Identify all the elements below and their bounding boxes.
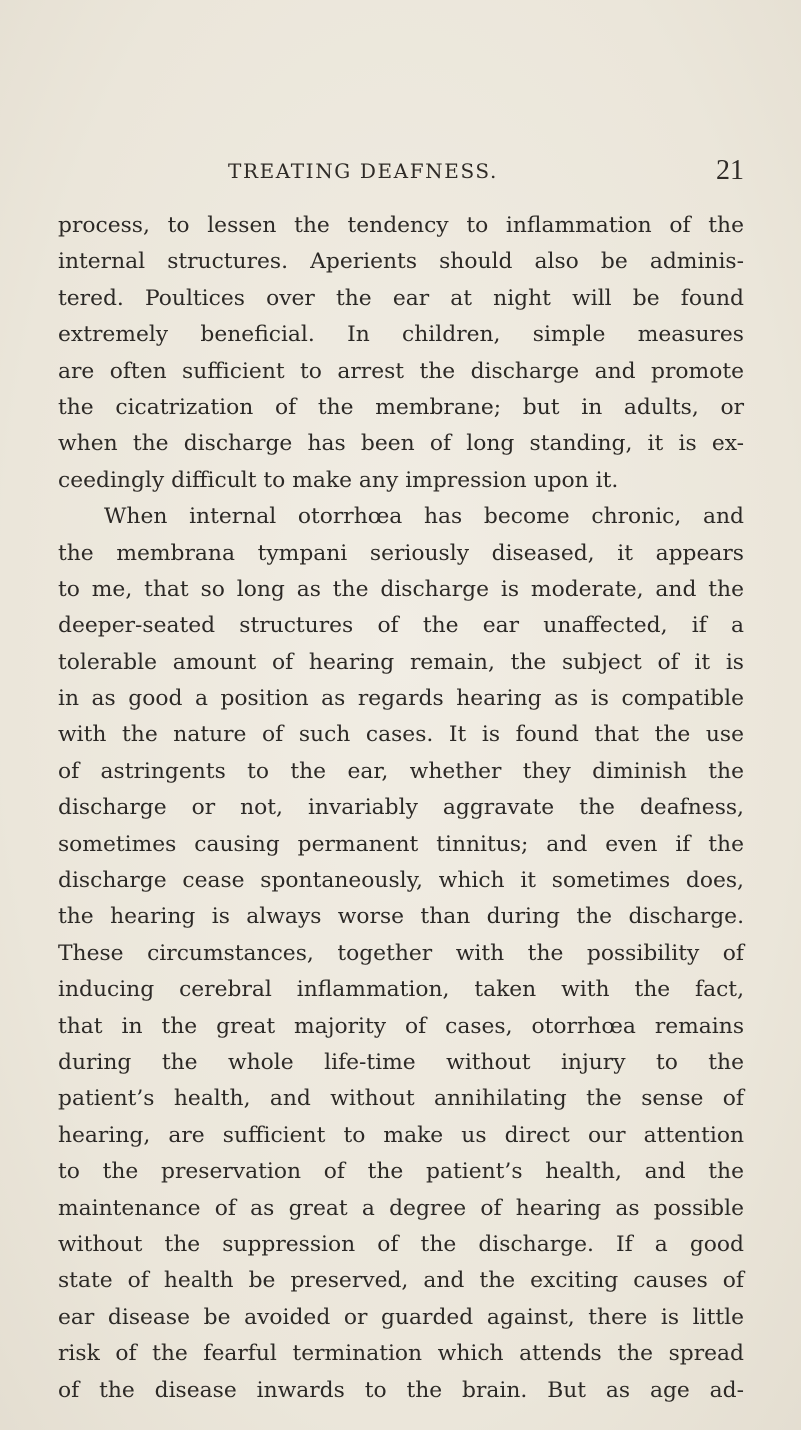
text-line: patient’s health, and without annihilating the sense of [58,1086,744,1112]
text-line: These circumstances, together with the possibility of [58,940,744,966]
text-line: When internal otorrhœa has become chronic, and [104,504,744,530]
text-line: extremely beneficial. In children, simple measures [58,322,744,348]
text-line: state of health be preserved, and the exciting causes of [58,1268,744,1294]
text-line: sometimes causing permanent tinnitus; and even if the [58,831,744,857]
text-line: of the disease inwards to the brain. But as age ad- [58,1377,744,1403]
text-line: tolerable amount of hearing remain, the subject of it is [58,649,744,675]
text-line: to me, that so long as the discharge is moderate, and the [58,576,744,602]
text-line: are often sufficient to arrest the discharge and promote [58,358,744,384]
text-line: of astringents to the ear, whether they diminish the [58,758,744,784]
text-line: ceedingly difficult to make any impression upon it. [58,467,619,493]
text-line: risk of the fearful termination which attends the spread [58,1341,744,1367]
page-number: 21 [716,155,744,186]
text-line: to the preservation of the patient’s health, and the [58,1159,744,1185]
text-line: discharge or not, invariably aggravate the deafness, [58,795,744,821]
text-line: tered. Poultices over the ear at night will be found [58,285,744,311]
text-line: without the suppression of the discharge. If a good [58,1231,744,1257]
text-line: discharge cease spontaneously, which it sometimes does, [58,868,744,894]
text-line: the cicatrization of the membrane; but in adults, or [58,394,744,420]
text-line: during the whole life-time without injury to the [58,1049,744,1075]
text-line: ear disease be avoided or guarded against, there is little [58,1304,744,1330]
text-line: that in the great majority of cases, otorrhœa remains [58,1013,744,1039]
text-line: internal structures. Aperients should also be adminis- [58,249,744,275]
body-text [58,208,744,1409]
text-line: deeper-seated structures of the ear unaffected, if a [58,613,744,639]
text-line: the membrana tympani seriously diseased, it appears [58,540,744,566]
text-line: with the nature of such cases. It is found that the use [58,722,744,748]
text-line: the hearing is always worse than during the discharge. [58,904,744,930]
text-line: inducing cerebral inflammation, taken with the fact, [58,977,744,1003]
text-line: maintenance of as great a degree of hearing as possible [58,1195,744,1221]
text-line: in as good a position as regards hearing as is compatible [58,686,744,712]
text-line: process, to lessen the tendency to inflammation of the [58,213,744,238]
page-header [58,155,744,195]
text-line: hearing, are sufficient to make us direct our attention [58,1122,744,1148]
running-head: TREATING DEAFNESS. [228,159,498,183]
text-line: when the discharge has been of long standing, it is ex- [58,431,744,457]
